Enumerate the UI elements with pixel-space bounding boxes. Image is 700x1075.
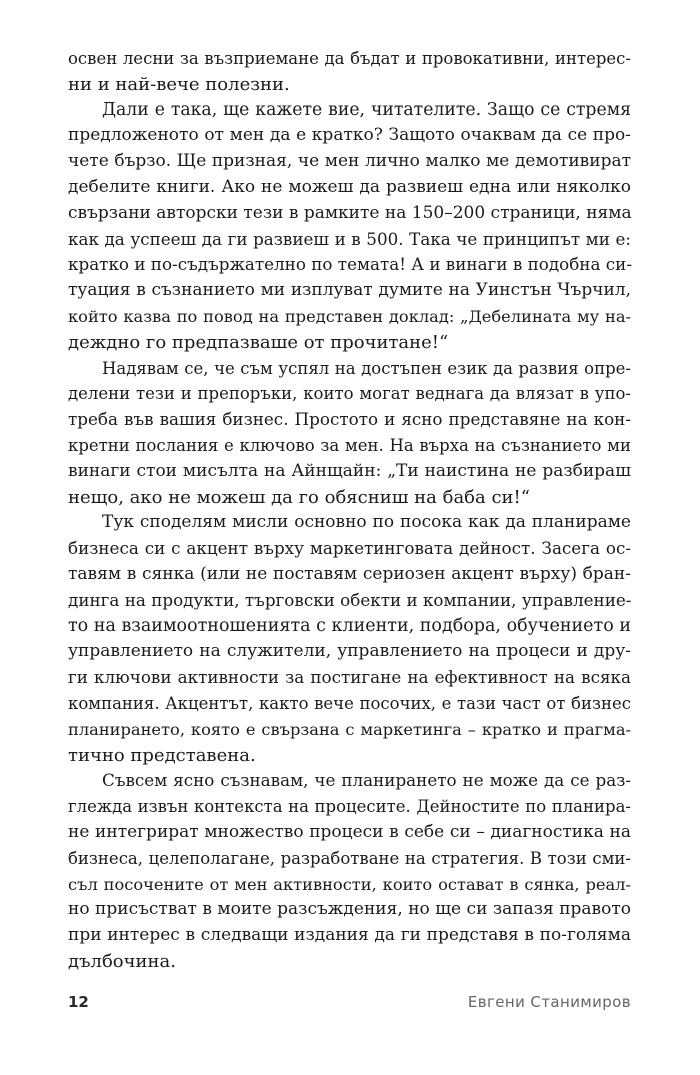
text-line: дълбочина. (68, 950, 176, 972)
text-line: треба във вашия бизнес. Простото и ясно представяне на кон- (68, 409, 631, 430)
paragraph (68, 356, 631, 511)
text-line: който казва по повод на представен доклад: „Дебелината му на- (68, 306, 631, 326)
text-line: свързани авторски тези в рамките на 150–200 страници, няма (68, 202, 632, 223)
text-line: бизнеса, целеполагане, разработване на стратегия. В този сми- (68, 848, 631, 868)
page-footer (68, 993, 631, 1015)
text-line: управлението на служители, управлението на процеси и дру- (68, 641, 631, 662)
text-line: ни и най-вече полезни. (68, 73, 290, 95)
text-line: дебелите книги. Ако не можеш да развиеш една или няколко (68, 176, 631, 197)
text-line: Тук споделям мисли основно по посока как да планираме (102, 512, 631, 533)
text-line: Дали е така, ще кажете вие, читателите. Защо се стремя (102, 99, 631, 120)
text-line: нещо, ако не можеш да го обясниш на баба си!“ (68, 486, 530, 508)
text-line: компания. Акцентът, както вече посочих, е тази част от бизнес (68, 693, 631, 713)
text-line: ги ключови активности за постигане на ефективност на всяка (68, 667, 631, 688)
body-text (68, 46, 631, 975)
author-name: Евгени Станимиров (467, 993, 631, 1011)
text-line: делени тези и препоръки, които могат веднага да влязат в упо- (68, 384, 631, 404)
paragraph (68, 510, 631, 768)
text-line: тавям в сянка (или не поставям сериозен акцент върху) бран- (68, 563, 631, 584)
text-line: но присъстват в моите разсъждения, но ще си запазя правото (68, 899, 631, 920)
paragraph (68, 46, 631, 98)
text-line: как да успееш да ги развиеш и в 500. Така че принципът ми е: (68, 228, 631, 249)
text-line: чете бързо. Ще призная, че мен лично малко ме демотивират (68, 151, 631, 172)
text-line: предложеното от мен да е кратко? Защото очаквам да се про- (68, 125, 631, 146)
text-line: Съвсем ясно съзнавам, че планирането не може да се раз- (102, 770, 631, 791)
text-line: планирането, която е свързана с маркетинга – кратко и прагма- (68, 719, 631, 739)
text-line: винаги стои мисълта на Айнщайн: „Ти наистина не разбираш (68, 460, 631, 481)
text-line: бизнеса си с акцент върху маркетинговата дейност. Засега ос- (68, 538, 631, 559)
text-line: то на взаимоотношенията с клиенти, подбора, обучението и (68, 615, 631, 636)
text-line: Надявам се, че съм успял на достъпен език да развия опре- (102, 358, 631, 378)
text-line: не интегрират множество процеси в себе си – диагностика на (68, 821, 631, 842)
text-line: туация в съзнанието ми изплуват думите на Уинстън Чърчил, (68, 280, 631, 301)
text-line: деждно го предпазваше от прочитане!“ (68, 331, 449, 353)
text-line: при интерес в следващи издания да ги представя в по-голяма (68, 925, 631, 946)
text-line: съл посочените от мен активности, които остават в сянка, реал- (68, 874, 631, 894)
text-line: кретни послания е ключово за мен. На върха на съзнанието ми (68, 435, 631, 455)
text-line: глежда извън контекста на процесите. Дейностите по планира- (68, 797, 631, 817)
paragraph (68, 98, 631, 356)
paragraph (68, 768, 631, 974)
text-line: кратко и по-съдържателно по темата! А и винаги в подобна си- (68, 254, 632, 275)
text-line: динга на продукти, търговски обекти и компании, управление- (68, 589, 632, 610)
page-number: 12 (68, 993, 89, 1011)
text-line: освен лесни за възприемане да бъдат и провокативни, интерес- (68, 49, 631, 68)
text-line: тично представена. (68, 744, 256, 766)
